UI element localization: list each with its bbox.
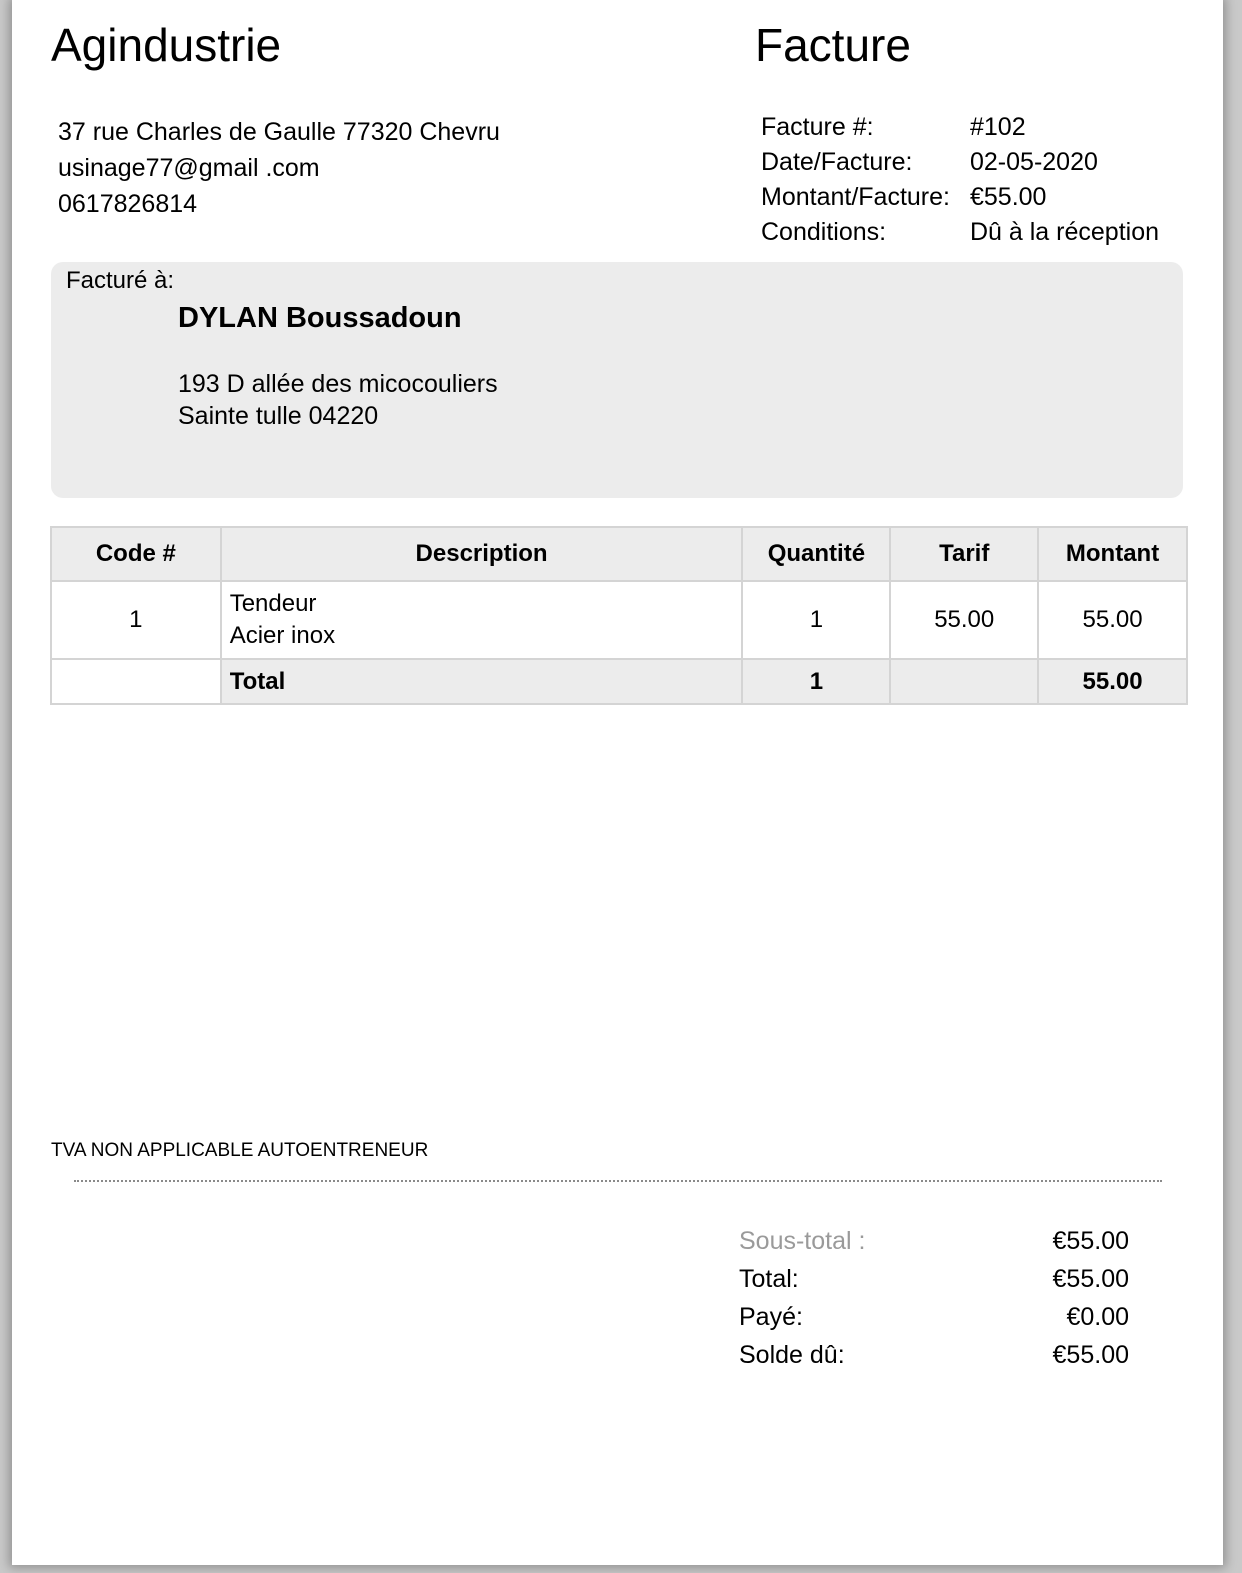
meta-row-date [761,145,1159,180]
sender-block [58,114,500,222]
client-name: DYLAN Boussadoun [178,302,462,334]
meta-row-number [761,110,1159,145]
column-header-rate: Tarif [890,527,1038,581]
column-header-code: Code # [51,527,221,581]
description-line2: Acier inox [229,622,336,649]
total-row [739,1260,1129,1298]
cell-rate: 55.00 [890,581,1038,659]
subtotal-label: Sous-total : [739,1227,866,1255]
meta-label: Date/Facture: [761,148,913,176]
column-header-amount: Montant [1038,527,1187,581]
sender-email: usinage77@gmail .com [58,154,320,182]
cell-description [221,581,743,659]
meta-label: Facture #: [761,113,874,141]
meta-row-terms [761,215,1159,250]
client-address-line2: Sainte tulle 04220 [178,402,379,430]
subtotal-row [739,1222,1129,1260]
meta-value: #102 [970,113,1026,141]
total-amount: 55.00 [1038,659,1187,704]
balance-due-row [739,1336,1129,1374]
meta-value: €55.00 [970,183,1047,211]
cell-quantity: 1 [742,581,890,659]
paid-label: Payé: [739,1303,803,1331]
dotted-divider [74,1180,1162,1182]
cell-empty [51,659,221,704]
cell-amount: 55.00 [1038,581,1187,659]
subtotal-value: €55.00 [1052,1227,1129,1255]
grand-total-value: €55.00 [1052,1265,1129,1293]
total-label: Total [221,659,743,704]
column-header-quantity: Quantité [742,527,890,581]
total-quantity: 1 [742,659,890,704]
bill-to-label: Facturé à: [66,267,175,294]
meta-label: Conditions: [761,218,887,246]
sender-address: 37 rue Charles de Gaulle 77320 Chevru [58,118,500,146]
meta-value: 02-05-2020 [970,148,1098,176]
items-table [50,526,1188,705]
column-header-description: Description [221,527,743,581]
company-name: Agindustrie [51,19,282,71]
balance-due-value: €55.00 [1052,1341,1129,1369]
meta-label: Montant/Facture: [761,183,950,211]
table-row [51,581,1187,659]
grand-total-label: Total: [739,1265,799,1293]
paid-value: €0.00 [1066,1303,1129,1331]
meta-row-amount [761,180,1159,215]
client-address [178,368,498,432]
cell-code: 1 [51,581,221,659]
vat-note: TVA NON APPLICABLE AUTOENTRENEUR [51,1140,429,1161]
client-address-line1: 193 D allée des micocouliers [178,370,498,398]
total-rate-empty [890,659,1038,704]
invoice-meta [761,110,1159,250]
totals-summary [739,1222,1129,1374]
invoice-page [12,0,1223,1565]
sender-phone: 0617826814 [58,190,198,218]
meta-value: Dû à la réception [970,218,1160,246]
document-title: Facture [755,19,911,71]
bill-to-box [51,262,1183,498]
balance-due-label: Solde dû: [739,1341,845,1369]
table-total-row [51,659,1187,704]
table-header-row [51,527,1187,581]
paid-row [739,1298,1129,1336]
description-line1: Tendeur [229,590,317,617]
